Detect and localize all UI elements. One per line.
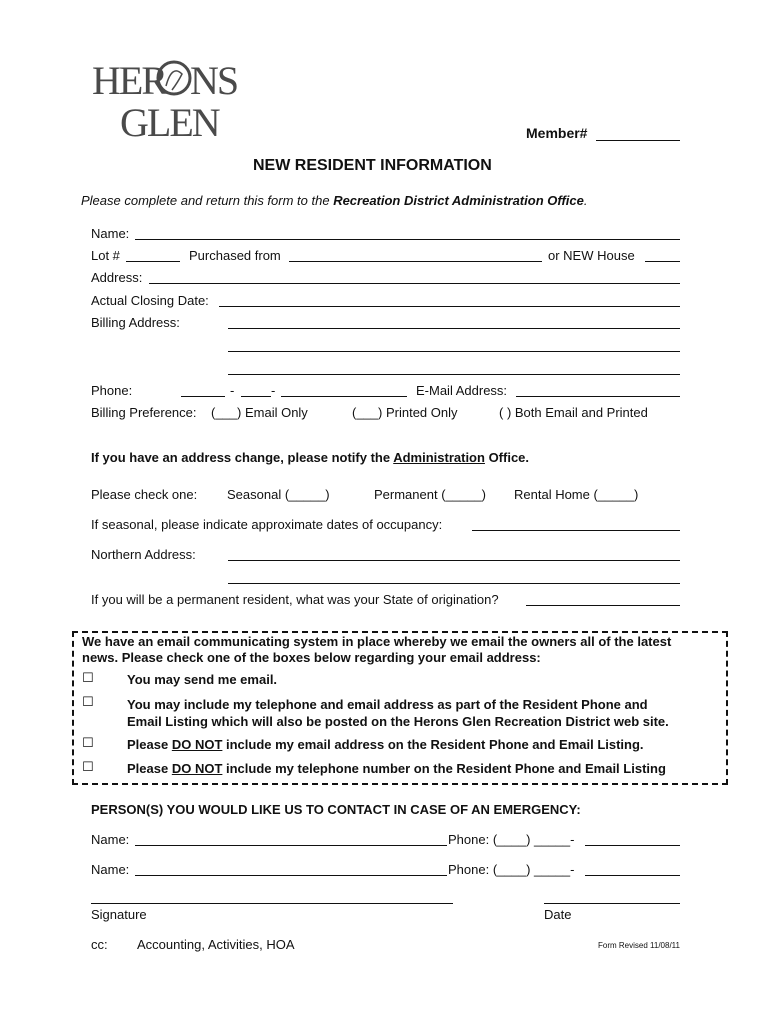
check-one-label: Please check one: [91, 487, 198, 502]
opt-include-listing-line-1: You may include my telephone and email address as part of the Resident Phone and [127, 697, 648, 712]
page-title: NEW RESIDENT INFORMATION [253, 157, 492, 174]
emergency-phone-field-1[interactable] [585, 845, 680, 846]
billing-address-field-1[interactable] [228, 328, 680, 329]
emergency-phone-label-2: Phone: (____) _____- [448, 862, 575, 877]
svg-text:NS: NS [190, 58, 238, 103]
northern-address-label: Northern Address: [91, 547, 196, 562]
pref-both[interactable]: ( ) Both Email and Printed [499, 405, 648, 420]
form-revised: Form Revised 11/08/11 [598, 941, 680, 950]
emergency-name-label-1: Name: [91, 832, 130, 847]
phone-prefix-field[interactable] [241, 396, 271, 397]
purchased-from-field[interactable] [289, 261, 542, 262]
billing-address-label: Billing Address: [91, 315, 180, 330]
phone-number-field[interactable] [281, 396, 407, 397]
signature-field[interactable] [91, 903, 453, 904]
opt-no-email-listing: Please DO NOT include my email address on the Resident Phone and Email Listing. [127, 737, 644, 752]
seasonal-dates-label: If seasonal, please indicate approximate dates of occupancy: [91, 517, 443, 532]
purchased-from-label: Purchased from [189, 248, 281, 263]
state-origination-field[interactable] [526, 605, 680, 606]
emergency-name-field-2[interactable] [135, 875, 447, 876]
pref-email-only[interactable]: (___) Email Only [211, 405, 308, 420]
name-label: Name: [91, 226, 130, 241]
address-change-notice: If you have an address change, please notify the Administration Office. [91, 450, 530, 465]
billing-preference-label: Billing Preference: [91, 405, 197, 420]
date-label: Date [544, 907, 572, 922]
state-origination-label: If you will be a permanent resident, what was your State of origination? [91, 592, 499, 607]
new-house-field[interactable] [645, 261, 680, 262]
cc-value: Accounting, Activities, HOA [137, 937, 295, 952]
opt-include-listing-line-2: Email Listing which will also be posted on the Herons Glen Recreation District web site. [127, 714, 669, 729]
permanent-option[interactable]: Permanent (_____) [374, 487, 487, 502]
email-label: E-Mail Address: [416, 383, 508, 398]
opt-send-email: You may send me email. [127, 672, 278, 687]
closing-date-label: Actual Closing Date: [91, 293, 209, 308]
checkbox-include-listing[interactable]: ☐ [82, 694, 94, 709]
checkbox-send-email[interactable]: ☐ [82, 670, 94, 685]
closing-date-field[interactable] [219, 306, 680, 307]
new-house-label: or NEW House [548, 248, 635, 263]
seasonal-dates-field[interactable] [472, 530, 680, 531]
northern-address-field-1[interactable] [228, 560, 680, 561]
email-intro-line-2: news. Please check one of the boxes below regarding your email address: [82, 650, 541, 665]
email-field[interactable] [516, 396, 680, 397]
email-intro-line-1: We have an email communicating system in place whereby we email the owners all of the latest [82, 634, 672, 649]
billing-address-field-2[interactable] [228, 351, 680, 352]
billing-address-field-3[interactable] [228, 374, 680, 375]
emergency-name-label-2: Name: [91, 862, 130, 877]
phone-label: Phone: [91, 383, 133, 398]
emergency-phone-label-1: Phone: (____) _____- [448, 832, 575, 847]
checkbox-no-email-listing[interactable]: ☐ [82, 735, 94, 750]
svg-text:GLEN: GLEN [120, 100, 219, 145]
date-field[interactable] [544, 903, 680, 904]
emergency-heading: PERSON(S) YOU WOULD LIKE US TO CONTACT IN CASE OF AN EMERGENCY: [91, 802, 581, 817]
rental-home-option[interactable]: Rental Home (_____) [514, 487, 639, 502]
address-label: Address: [91, 270, 143, 285]
phone-dash-1: - [230, 383, 235, 398]
seasonal-option[interactable]: Seasonal (_____) [227, 487, 330, 502]
address-field[interactable] [149, 283, 680, 284]
lot-field[interactable] [126, 261, 180, 262]
emergency-name-field-1[interactable] [135, 845, 447, 846]
member-number-field[interactable] [596, 140, 680, 141]
northern-address-field-2[interactable] [228, 583, 680, 584]
signature-label: Signature [91, 907, 147, 922]
pref-printed-only[interactable]: (___) Printed Only [352, 405, 458, 420]
phone-area-field[interactable] [181, 396, 225, 397]
herons-glen-logo [92, 56, 238, 145]
instructions: Please complete and return this form to the Recreation District Administration Office. [81, 193, 588, 208]
member-label: Member# [526, 125, 588, 141]
name-field[interactable] [135, 239, 680, 240]
phone-dash-2: - [271, 383, 276, 398]
lot-label: Lot # [91, 248, 120, 263]
emergency-phone-field-2[interactable] [585, 875, 680, 876]
checkbox-no-phone-listing[interactable]: ☐ [82, 759, 94, 774]
cc-label: cc: [91, 937, 108, 952]
opt-no-phone-listing: Please DO NOT include my telephone number on the Resident Phone and Email Listing [127, 761, 666, 776]
svg-text:HER: HER [92, 58, 166, 103]
